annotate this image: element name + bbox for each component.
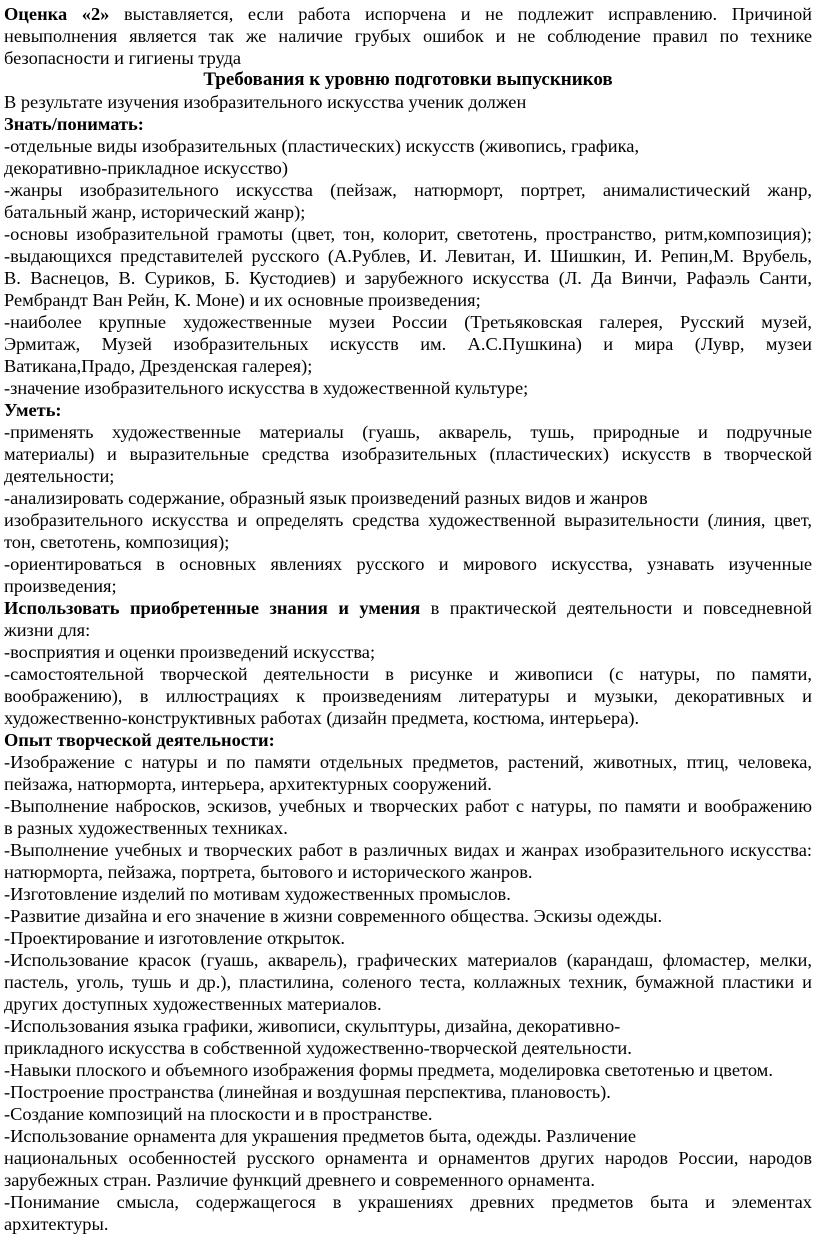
- text-line: [4, 355, 812, 377]
- text-line: [4, 1015, 812, 1037]
- text-line: [4, 3, 812, 25]
- text-line: [4, 773, 812, 795]
- text-line: [4, 135, 812, 157]
- text-line: [4, 1191, 812, 1213]
- text-line: [4, 421, 812, 443]
- text-line: [4, 795, 812, 817]
- text-line: [4, 817, 812, 839]
- text-line: [4, 531, 812, 553]
- text-line: [4, 619, 812, 641]
- text-line: [4, 509, 812, 531]
- text-line: [4, 927, 812, 949]
- text-line: [4, 157, 812, 179]
- line-text: в разных художественных техниках.: [4, 818, 288, 838]
- text-line: [4, 113, 812, 135]
- line-text: декоративно-прикладное искусство): [4, 158, 288, 178]
- line-text: -Создание композиций на плоскости и в пространстве.: [4, 1104, 433, 1124]
- line-text: Рембрандт Ван Рейн, К. Моне) и их основные произведения;: [4, 290, 481, 310]
- text-line: [4, 905, 812, 927]
- line-text: -Развитие дизайна и его значение в жизни современного общества. Эскизы одежды.: [4, 906, 663, 926]
- text-line: [4, 553, 812, 575]
- line-text: материалы) и выразительные средства изобразительных (пластических) искусств в творческой: [4, 444, 812, 464]
- line-text: -Изготовление изделий по мотивам художественных промыслов.: [4, 884, 511, 904]
- text-line: [4, 707, 812, 729]
- line-text: Эрмитаж, Музей изобразительных искусств им. А.С.Пушкина) и мира (Лувр, музеи: [4, 334, 812, 354]
- line-text: зарубежных стран. Различие функций древнего и современного орнамента.: [4, 1170, 595, 1190]
- text-line: [4, 685, 812, 707]
- line-text: -применять художественные материалы (гуашь, акварель, тушь, природные и подручные: [4, 422, 812, 442]
- line-text: безопасности и гигиены труда: [4, 48, 242, 68]
- document-page: [4, 3, 812, 1235]
- line-text: -Построение пространства (линейная и воздушная перспектива, плановость).: [4, 1082, 611, 1102]
- bold-label: Использовать приобретенные знания и умения: [4, 598, 421, 618]
- line-text: изобразительного искусства и определять средства художественной выразительности (линия, цвет,: [4, 510, 812, 530]
- line-text: невыполнения является так же наличие грубых ошибок и не соблюдение правил по технике: [4, 26, 812, 46]
- text-line: [4, 179, 812, 201]
- line-text: -жанры изобразительного искусства (пейзаж, натюрморт, портрет, анималистический жанр,: [4, 180, 812, 200]
- section-heading: [4, 69, 812, 91]
- line-text: -Выполнение учебных и творческих работ в различных видах и жанрах изобразительного искусства:: [4, 840, 812, 860]
- text-line: [4, 1169, 812, 1191]
- text-line: [4, 91, 812, 113]
- text-line: [4, 245, 812, 267]
- line-text: -значение изобразительного искусства в художественной культуре;: [4, 378, 529, 398]
- text-line: [4, 1059, 812, 1081]
- line-text: -Навыки плоского и объемного изображения формы предмета, моделировка светотенью и цветом.: [4, 1060, 773, 1080]
- text-line: [4, 223, 812, 245]
- text-line: [4, 971, 812, 993]
- line-text: -Использование красок (гуашь, акварель), графических материалов (карандаш, фломастер, мелки,: [4, 950, 812, 970]
- text-line: [4, 1213, 812, 1235]
- text-line: [4, 575, 812, 597]
- text-line: [4, 751, 812, 773]
- text-line: [4, 1125, 812, 1147]
- line-text: -Использование орнамента для украшения предметов быта, одежды. Различение: [4, 1126, 636, 1146]
- text-line: [4, 47, 812, 69]
- text-line: [4, 839, 812, 861]
- text-line: [4, 399, 812, 421]
- line-text: выставляется, если работа испорчена и не подлежит исправлению. Причиной: [109, 4, 813, 24]
- line-text: Требования к уровню подготовки выпускников: [203, 69, 613, 90]
- text-line: [4, 487, 812, 509]
- line-text: -самостоятельной творческой деятельности в рисунке и живописи (с натуры, по памяти,: [4, 664, 812, 684]
- line-text: -Изображение с натуры и по памяти отдельных предметов, растений, животных, птиц, человека,: [4, 752, 812, 772]
- line-text: жизни для:: [4, 620, 91, 640]
- text-line: [4, 311, 812, 333]
- text-line: [4, 729, 812, 751]
- line-text: -отдельные виды изобразительных (пластических) искусств (живопись, графика,: [4, 136, 640, 156]
- text-line: [4, 663, 812, 685]
- line-text: -анализировать содержание, образный язык произведений разных видов и жанров: [4, 488, 648, 508]
- text-line: [4, 443, 812, 465]
- line-text: -Проектирование и изготовление открыток.: [4, 928, 345, 948]
- bold-label: Знать/понимать:: [4, 114, 144, 134]
- bold-label: Оценка «2»: [4, 4, 110, 24]
- text-line: [4, 597, 812, 619]
- text-line: [4, 1081, 812, 1103]
- line-text: художественно-конструктивных работах (дизайн предмета, костюма, интерьера).: [4, 708, 640, 728]
- line-text: -ориентироваться в основных явлениях русского и мирового искусства, узнавать изученные: [4, 554, 812, 574]
- text-line: [4, 465, 812, 487]
- line-text: других доступных художественных материалов.: [4, 994, 382, 1014]
- line-text: В результате изучения изобразительного искусства ученик должен: [4, 92, 527, 112]
- line-text: деятельности;: [4, 466, 115, 486]
- line-text: Ватикана,Прадо, Дрезденская галерея);: [4, 356, 313, 376]
- text-line: [4, 641, 812, 663]
- text-line: [4, 377, 812, 399]
- line-text: -Использования языка графики, живописи, скульптуры, дизайна, декоративно-: [4, 1016, 621, 1036]
- text-line: [4, 1037, 812, 1059]
- bold-label: Уметь:: [4, 400, 62, 420]
- line-text: пастель, уголь, тушь и др.), пластилина, соленого теста, коллажных техник, бумажной пластики и: [4, 972, 812, 992]
- line-text: пейзажа, натюрморта, интерьера, архитектурных сооружений.: [4, 774, 492, 794]
- line-text: -Выполнение набросков, эскизов, учебных и творческих работ с натуры, по памяти и воображению: [4, 796, 812, 816]
- line-text: -наиболее крупные художественные музеи России (Третьяковская галерея, Русский музей,: [4, 312, 812, 332]
- text-line: [4, 993, 812, 1015]
- line-text: архитектуры.: [4, 1214, 109, 1234]
- text-line: [4, 333, 812, 355]
- text-line: [4, 25, 812, 47]
- bold-label: Опыт творческой деятельности:: [4, 730, 275, 750]
- line-text: В. Васнецов, В. Суриков, Б. Кустодиев) и зарубежного искусства (Л. Да Винчи, Рафаэль Санти,: [4, 268, 812, 288]
- line-text: тон, светотень, композиция);: [4, 532, 230, 552]
- line-text: -выдающихся представителей русского (А.Рублев, И. Левитан, И. Шишкин, И. Репин,М. Врубель,: [4, 246, 812, 266]
- line-text: произведения;: [4, 576, 117, 596]
- text-line: [4, 1147, 812, 1169]
- line-text: -основы изобразительной грамоты (цвет, тон, колорит, светотень, пространство, ритм,композиция);: [4, 224, 812, 244]
- text-line: [4, 201, 812, 223]
- line-text: воображению), в иллюстрациях к произведениям литературы и музыки, декоративных и: [4, 686, 812, 706]
- text-line: [4, 861, 812, 883]
- line-text: -Понимание смысла, содержащегося в украшениях древних предметов быта и элементах: [4, 1192, 812, 1212]
- text-line: [4, 1103, 812, 1125]
- line-text: натюрморта, пейзажа, портрета, бытового и исторического жанров.: [4, 862, 533, 882]
- text-line: [4, 289, 812, 311]
- line-text: прикладного искусства в собственной художественно-творческой деятельности.: [4, 1038, 632, 1058]
- line-text: -восприятия и оценки произведений искусства;: [4, 642, 376, 662]
- text-line: [4, 883, 812, 905]
- line-text: в практической деятельности и повседневной: [420, 598, 812, 618]
- line-text: батальный жанр, исторический жанр);: [4, 202, 306, 222]
- line-text: национальных особенностей русского орнамента и орнаментов других народов России, народов: [4, 1148, 812, 1168]
- text-line: [4, 267, 812, 289]
- text-line: [4, 949, 812, 971]
